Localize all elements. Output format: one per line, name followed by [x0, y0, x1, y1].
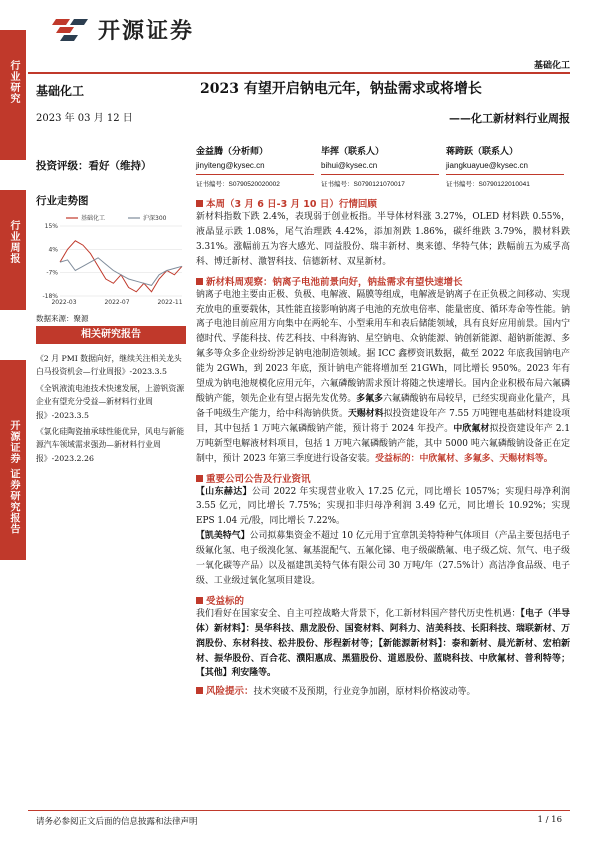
section-company-news: [196, 471, 570, 589]
company-news-text: 公司拟募集资金不超过 10 亿元用于宜章凯美特特种气体项目（产品主要包括电子级氟化氢、电子级溴化氢、氟基混配气、五氟化锑、电子级碳酰氟、电子级乙烷、氘气、电子级一氧化碳等产品）以及福建凯美特气体有限公司 30 万吨/年（27.5%计）高洁净食品级、电子级、工业级过氧化氢项目建设。: [196, 531, 571, 586]
square-bullet-icon: [196, 278, 203, 285]
square-bullet-icon: [196, 475, 203, 482]
square-bullet-icon: [196, 597, 203, 604]
company-highlight: 中欣氟材: [453, 423, 490, 434]
left-column: [36, 82, 186, 324]
trend-chart-title: 行业走势图: [36, 195, 89, 207]
y-tick-label: 15%: [44, 223, 58, 230]
brand-name: 开源证券: [98, 19, 195, 44]
section-heading-text: 重要公司公告及行业资讯: [206, 473, 311, 485]
section-heading-text: 本周（3 月 6 日-3 月 10 日）行情回顾: [206, 199, 377, 210]
x-tick-label: 2022-11: [157, 299, 183, 306]
paragraph-text: 拟投资建设年产 7.55 万吨锂电基础材料建设项目，其中包括 1 万吨六氟磷酸钠产能，预计将于 2024 年投产。: [196, 408, 571, 434]
paragraph-text: 我们看好在国家安全、自主可控战略大背景下，化工新材料国产替代历史性机遇：: [196, 608, 521, 619]
sector-title: 基础化工: [36, 84, 85, 98]
section-heading: [196, 471, 570, 485]
section-body: [196, 288, 570, 467]
author-cert: 证书编号：S0790121070017: [321, 181, 405, 188]
side-band-report: [0, 360, 26, 560]
company-highlight: 天赐材料: [347, 408, 384, 419]
footer-disclaimer[interactable]: 请务必参阅正文后面的信息披露和法律声明: [36, 817, 198, 827]
x-tick-label: 2022-03: [51, 299, 77, 306]
section-heading-text: 风险提示：: [206, 686, 254, 698]
square-bullet-icon: [196, 687, 203, 694]
company-name: 【凯美特气】: [196, 531, 250, 542]
related-reports-list: [36, 352, 188, 468]
header-sector-tag: 基础化工: [533, 61, 570, 71]
brand-logo: [52, 14, 194, 45]
related-reports-title: 相关研究报告: [36, 326, 186, 344]
paragraph-text: 六氟磷酸钠布局较早，已经实现商业化量产，具备千吨级生产能力，给中科海钠供货。: [196, 393, 570, 419]
related-report-item[interactable]: 《全钒液流电池技术快速发展，上游钒资源企业有望充分受益—新材料行业周报》-2023.3.5: [36, 383, 185, 420]
data-source: 数据来源：聚源: [36, 314, 89, 323]
section-body: 新材料指数下跌 2.4%，表现弱于创业板指。半导体材料涨 3.27%，OLED 材料跌 0.55%，液晶显示跌 1.08%，尾气治理跌 4.42%，添加剂跌 1.86%，碳纤维跌 3.79%，膜材料跌 3.31%。涨幅前五为容大感光、同益股份、瑞丰新材、奥来德、华特气体；跌幅前五为威孚高科、博迁新材、激智科技、信德新材、双星新材。: [196, 212, 570, 267]
author-rule: [446, 174, 564, 175]
company-news-item: [196, 529, 570, 589]
section-heading: [196, 196, 570, 210]
author-cert: 证书编号：S0790122010041: [446, 181, 530, 188]
related-report-item[interactable]: 《2 月 PMI 数据向好，继续关注相关龙头白马投资机会—行业周报》-2023.3.5: [36, 354, 182, 377]
company-news-item: [196, 485, 570, 530]
author-cert: 证书编号：S0790520020002: [196, 181, 280, 188]
authors: [196, 144, 570, 188]
company-highlight: 多氟多: [356, 393, 384, 404]
author-email[interactable]: bihui@kysec.cn: [321, 161, 378, 170]
side-band-industry-research: [0, 30, 26, 160]
section-weekly-review: [196, 196, 570, 270]
industry-trend-chart: [36, 212, 186, 308]
section-body: [196, 607, 570, 682]
author-name: 金益腾（分析师）: [196, 147, 269, 157]
beneficiary-highlight: 受益标的：中欣氟材、多氟多、天赐材料等。: [375, 453, 553, 464]
related-report-item[interactable]: 《氯化硅陶瓷抽承球性能优异，风电与新能源汽车领域需求强劲—新材料行业周报》-2023.2.26: [36, 427, 185, 463]
section-heading-text: 受益标的: [206, 595, 245, 607]
x-tick-label: 2022-07: [104, 299, 130, 306]
section-risk: [196, 685, 570, 700]
author-name: 蒋跨跃（联系人）: [446, 147, 519, 157]
author-email[interactable]: jinyiteng@kysec.cn: [196, 161, 265, 170]
paragraph-text: 钠离子电池主要由正极、负极、电解液、隔膜等组成，电解液是钠离子在正负极之间移动、实现充放电的重要载体，其性能直接影响钠离子电池的充放电倍率、能量密度、循环寿命等性能。钠离子电池目前应用方向集中在两轮车、小型乘用车和表后储能领域，具有良好应用前景。国内宁德时代、孚能科技、传艺科技、中科海钠、星空钠电、众钠能源、钠创新能源、超钠新能源、多氟多等众多企业纷纷涉足钠电池制造领域。据 ICC 鑫椤资讯数据，截至 2022 年底我国钠电产能为 2GWh，到 2023 年底，预计钠电产能将增加至 21GWh，同比增长 950%。2023 年有望成为钠电池规模化应用元年，六氟磷酸钠需求预计将随之快速增长。国内企业积极布局六氟磷酸钠产能，领先企业有望占据先发优势。: [196, 289, 570, 404]
main-column: [196, 78, 570, 700]
section-heading: [196, 593, 570, 607]
legend-label: 沪深300: [143, 215, 167, 222]
page-number: 1 / 16: [537, 815, 562, 825]
section-heading: [196, 686, 254, 697]
series-line-0: [60, 241, 182, 292]
report-subtitle: ——化工新材料行业周报: [449, 112, 570, 125]
section-heading: [196, 274, 570, 288]
series-line-1: [60, 258, 182, 286]
footer-rule: [28, 810, 570, 811]
side-band-label: 开源证券 证券研究报告: [8, 420, 19, 535]
section-heading-text: 新材料周观察：钠离子电池前景向好，钠盐需求有望快速增长: [206, 276, 463, 288]
author-name: 毕挥（联系人）: [321, 147, 385, 157]
legend-label: 基础化工: [81, 215, 106, 222]
y-tick-label: 4%: [48, 246, 58, 254]
investment-rating: 投资评级：看好（维持）: [36, 160, 152, 172]
report-date: 2023 年 03 月 12 日: [36, 113, 133, 124]
side-band-label: 行业周报: [8, 220, 19, 264]
author-card: [196, 144, 314, 188]
section-beneficiaries: [196, 593, 570, 682]
risk-text: 技术突破不及预期，行业竞争加剧，原材料价格波动等。: [253, 687, 476, 698]
header-rule: [28, 72, 570, 74]
section-new-material-observation: [196, 274, 570, 467]
kaiyuan-logo-icon: [52, 15, 94, 45]
beneficiary-list: 【电子（半导体）新材料】：昊华科技、鼎龙股份、国瓷材料、阿科力、洁美科技、长阳科技、瑞联新材、万润股份、东材科技、松井股份、彤程新材等；【新能源新材料】：泰和新材、晨光新材、宏柏新材、振华股份、百合花、濮阳惠成、黑猫股份、道恩股份、蓝晓科技、中欣氟材、普利特等；【其他】利安隆等。: [196, 608, 570, 679]
square-bullet-icon: [196, 200, 203, 207]
risk-line: [196, 685, 570, 700]
y-tick-label: -7%: [46, 269, 58, 277]
author-rule: [321, 174, 439, 175]
company-news-text: 公司 2022 年实现营业收入 17.25 亿元，同比增长 1057%；实现归母净利润 3.55 亿元，同比增长 7.75%；实现扣非归母净利润 3.49 亿元，同比增长 10.92%；实现 EPS 1.04 元/股，同比增长 7.22%。: [196, 486, 571, 527]
report-title: 2023 有望开启钠电元年，钠盐需求或将增长: [200, 81, 482, 97]
author-card: [446, 144, 564, 188]
side-band-label: 行业研究: [8, 60, 19, 104]
author-rule: [196, 174, 314, 175]
y-tick-label: -18%: [42, 293, 58, 300]
side-band-weekly: [0, 190, 26, 310]
author-email[interactable]: jiangkuayue@kysec.cn: [446, 161, 528, 170]
author-card: [321, 144, 439, 188]
company-name: 【山东赫达】: [196, 486, 252, 497]
paragraph-text: 拟投资建设年产 2.1 万吨新型电解液材料项目，包括 1 万吨六氟磷酸钠产能，其中 5000 吨六氟磷酸钠设备正在定制中，预计 2023 年第三季度进行设备安装。: [196, 423, 571, 464]
